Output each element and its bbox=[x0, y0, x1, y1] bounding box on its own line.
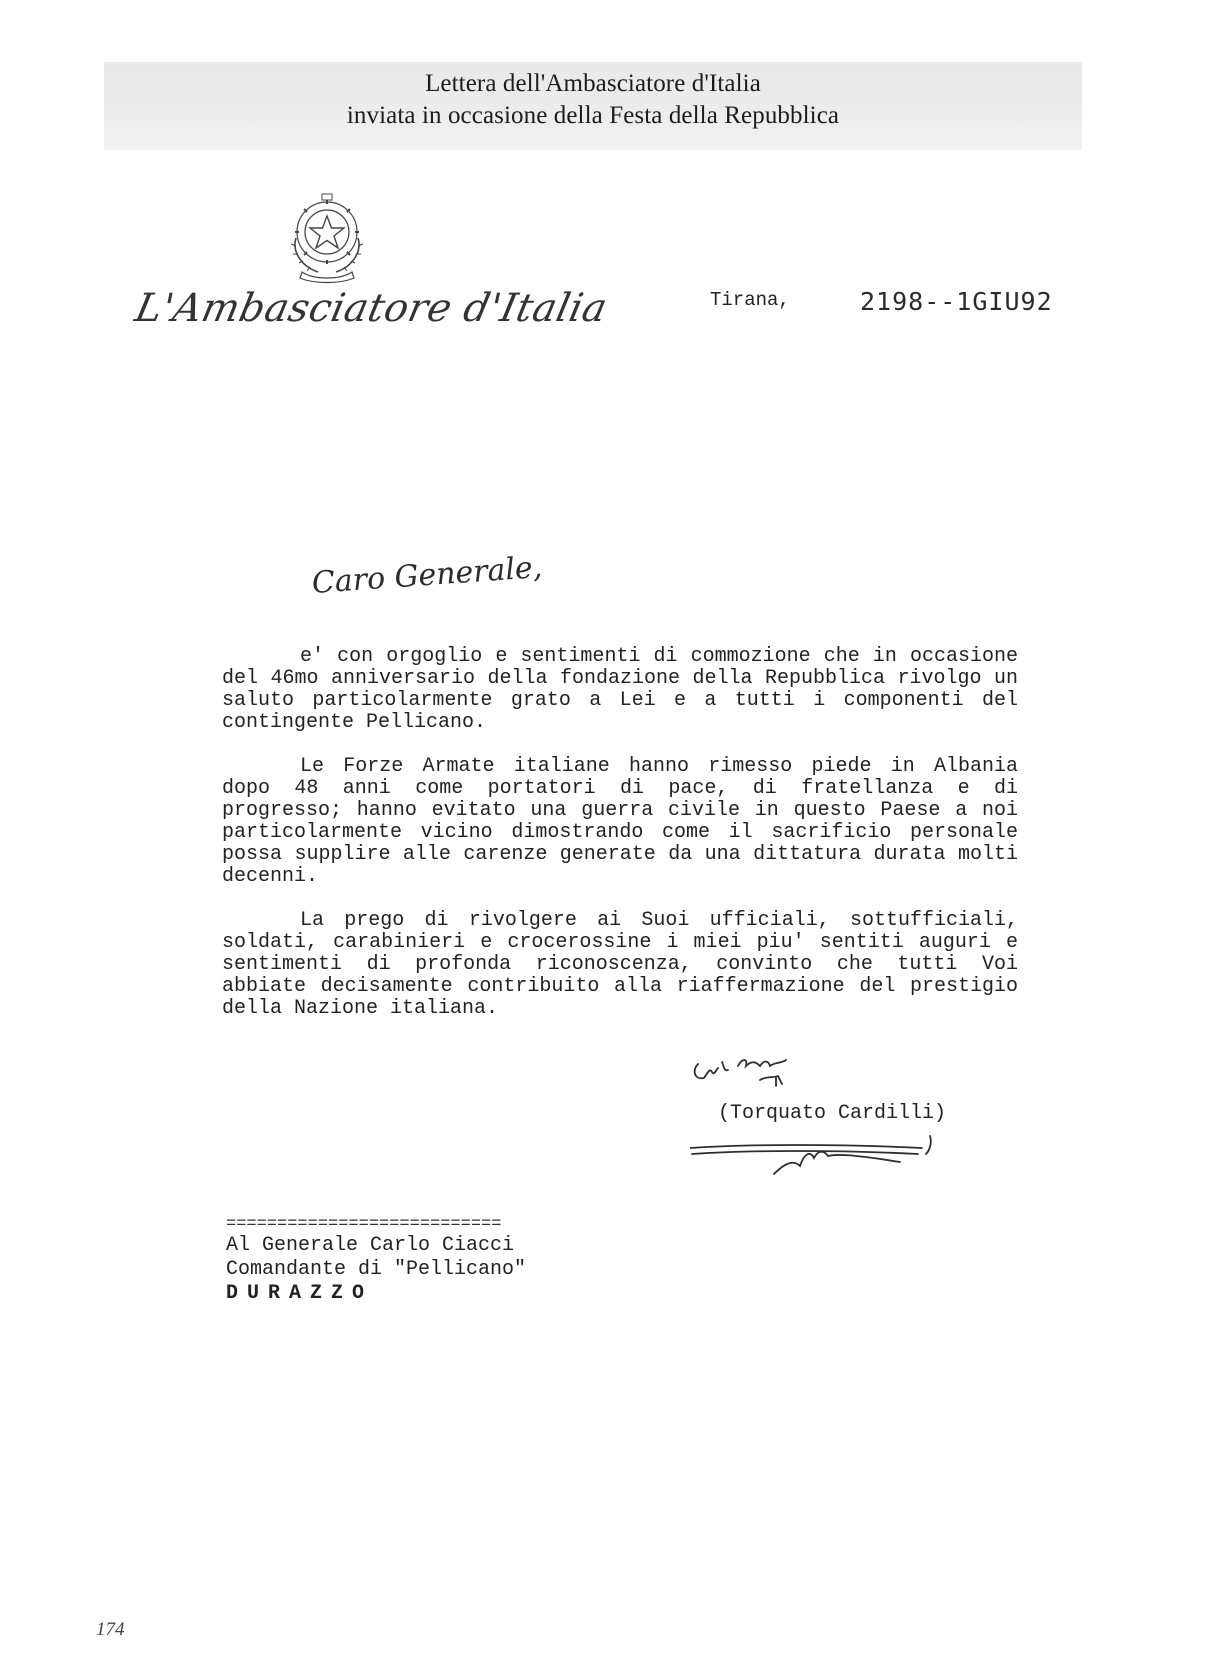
recipient-role: Comandante di "Pellicano" bbox=[226, 1258, 527, 1281]
letter-body bbox=[222, 646, 1018, 1042]
page-number: 174 bbox=[96, 1619, 125, 1640]
paragraph: e' con orgoglio e sentimenti di commozione che in occasione del 46mo anniversario della fondazione della Repubblica rivolgo un saluto particolarmente grato a Lei e a tutti i componenti del contingente Pellicano. bbox=[222, 645, 1018, 734]
handwritten-salutation: Caro Generale, bbox=[310, 549, 544, 601]
header-title: Lettera dell'Ambasciatore d'Italia bbox=[425, 70, 761, 97]
paragraph: La prego di rivolgere ai Suoi ufficiali, sottufficiali, soldati, carabinieri e crocerossine i miei piu' sentiti auguri e sentimenti di profonda riconoscenza, convinto che tutti Voi abbiate decisamente contribuito alla riaffermazione del prestigio della Nazione italiana. bbox=[222, 909, 1018, 1020]
page-header bbox=[104, 62, 1082, 150]
letterhead-title: L'Ambasciatore d'Italia bbox=[131, 286, 612, 331]
protocol-stamp: 2198--1GIU92 bbox=[860, 287, 1053, 316]
dateline-place: Tirana, bbox=[710, 289, 790, 311]
recipient-address bbox=[226, 1234, 526, 1306]
divider-line: =========================== bbox=[226, 1215, 502, 1234]
header-subtitle: inviata in occasione della Festa della Repubblica bbox=[346, 102, 840, 129]
recipient-name: Al Generale Carlo Ciacci bbox=[226, 1234, 515, 1257]
recipient-city: DURAZZO bbox=[226, 1282, 374, 1305]
paragraph: Le Forze Armate italiane hanno rimesso piede in Albania dopo 48 anni come portatori di pace, di fratellanza e di progresso; hanno evitato una guerra civile in questo Paese a noi particolarmente vicino dimostrando come il sacrificio personale possa supplire alle carenze generate da una dittatura durata molti decenni. bbox=[222, 755, 1018, 888]
signatory-name: (Torquato Cardilli) bbox=[718, 1102, 947, 1125]
signature-block bbox=[690, 1050, 990, 1180]
italian-republic-emblem-icon bbox=[282, 188, 372, 284]
